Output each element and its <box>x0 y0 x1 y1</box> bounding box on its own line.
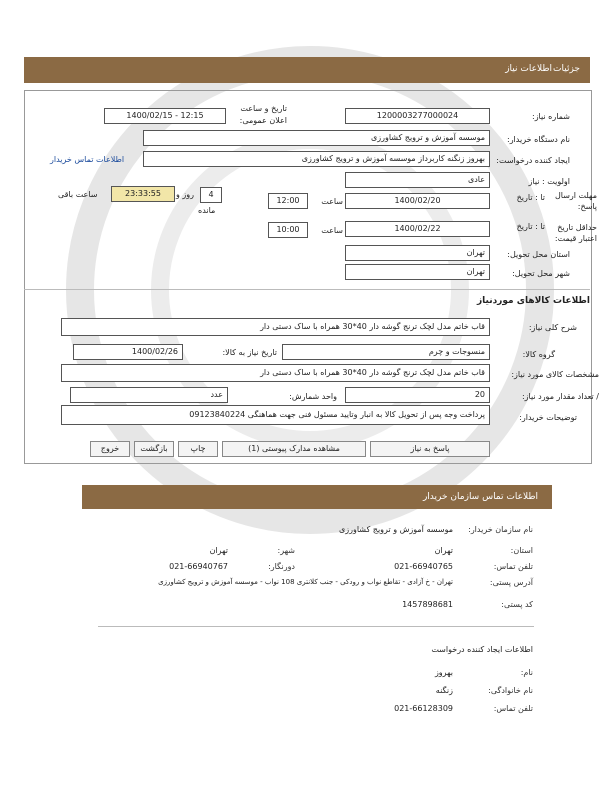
spec-label: مشخصات کالای مورد نیاز: <box>511 370 599 379</box>
spec-field: قاب خاتم مدل لچک ترنج گوشه دار 40*30 همراه با ساک دستی دار <box>61 364 490 382</box>
contact-divider <box>98 626 534 627</box>
contact-phone-label: تلفن تماس: <box>493 562 533 571</box>
group-field: منسوجات و چرم <box>282 344 490 360</box>
deadline-date-field: 1400/02/20 <box>345 193 490 209</box>
back-button[interactable]: بازگشت <box>134 441 174 457</box>
province-label: استان محل تحویل: <box>507 250 570 259</box>
reply-button[interactable]: پاسخ به نیاز <box>370 441 490 457</box>
top-header-bar <box>24 57 590 83</box>
contact-postal-value: 1457898681 <box>402 600 453 609</box>
creator-title: اطلاعات ایجاد کننده درخواست <box>431 645 533 654</box>
creator-family-label: نام خانوادگی: <box>488 686 533 695</box>
contact-phone-value: 021-66940765 <box>394 562 453 571</box>
city-field: تهران <box>345 264 490 280</box>
deadline-hour-label: ساعت <box>321 197 343 206</box>
creator-name-label: نام: <box>520 668 533 677</box>
contact-address-label: آدرس پستی: <box>489 578 533 587</box>
days-label: روز و <box>176 190 194 199</box>
creator-name-value: بهروز <box>434 668 453 677</box>
validity-label: حداقل تاریخ اعتبار قیمت: <box>554 223 597 243</box>
contact-postal-label: کد پستی: <box>501 600 533 609</box>
buyer-notes-label: توضیحات خریدار: <box>519 413 577 422</box>
tab-need-info[interactable]: اطلاعات نیاز <box>505 64 552 74</box>
exit-button[interactable]: خروج <box>90 441 130 457</box>
need-date-label: تاریخ نیاز به کالا: <box>222 348 277 357</box>
group-label: گروه کالا: <box>522 350 555 359</box>
validity-date-field: 1400/02/22 <box>345 221 490 237</box>
contact-province-value: تهران <box>434 546 453 555</box>
goods-divider <box>24 289 590 290</box>
validity-time-field: 10:00 <box>268 222 308 238</box>
creator-family-value: زنگنه <box>435 686 453 695</box>
need-date-field: 1400/02/26 <box>73 344 183 360</box>
buyer-org-field: موسسه آموزش و ترویج کشاورزی <box>143 130 490 146</box>
requester-label: ایجاد کننده درخواست: <box>496 156 570 165</box>
remaining-time-field: 23:33:55 <box>111 186 175 202</box>
priority-label: اولویت : نیاز <box>528 177 570 186</box>
contact-org-label: نام سازمان خریدار: <box>468 525 533 534</box>
buyer-contact-link[interactable]: اطلاعات تماس خریدار <box>50 155 125 164</box>
unit-label: واحد شمارش: <box>289 392 337 401</box>
validity-to-label: تا : تاریخ <box>516 222 545 231</box>
priority-field: عادی <box>345 172 490 188</box>
need-number-label: شماره نیاز: <box>532 112 570 121</box>
creator-phone-label: تلفن تماس: <box>493 704 533 713</box>
contact-org-value: موسسه آموزش و ترویج کشاورزی <box>339 525 453 534</box>
desc-field: قاب خاتم مدل لچک ترنج گوشه دار 40*30 همراه با ساک دستی دار <box>61 318 490 336</box>
goods-title: اطلاعات کالاهای موردنیاز <box>476 296 590 306</box>
buyer-org-label: نام دستگاه خریدار: <box>507 135 570 144</box>
view-docs-button[interactable]: مشاهده مدارک پیوستی (1) <box>222 441 366 457</box>
contact-province-label: استان: <box>510 546 533 555</box>
contact-fax-label: دورنگار: <box>268 562 295 571</box>
deadline-label: مهلت ارسال پاسخ: <box>554 191 597 211</box>
print-button[interactable]: چاپ <box>178 441 218 457</box>
announce-label: تاریخ و ساعت اعلان عمومی: <box>239 104 287 125</box>
qty-field: 20 <box>345 387 490 403</box>
validity-hour-label: ساعت <box>321 226 343 235</box>
contact-title: اطلاعات تماس سازمان خریدار <box>422 492 538 502</box>
remaining-mande: مانده <box>198 206 216 215</box>
contact-city-label: شهر: <box>277 546 295 555</box>
city-label: شهر محل تحویل: <box>512 269 570 278</box>
contact-fax-value: 021-66940767 <box>169 562 228 571</box>
creator-phone-value: 021-66128309 <box>394 704 453 713</box>
need-number-field: 1200003277000024 <box>345 108 490 124</box>
desc-label: شرح کلی نیاز: <box>528 323 577 332</box>
tab-details[interactable]: جزئیات <box>553 64 580 74</box>
contact-city-value: تهران <box>209 546 228 555</box>
province-field: تهران <box>345 245 490 261</box>
contact-address-value: تهران - خ آزادی - تقاطع نواب و رودکی - جنب کلانتری 108 نواب - موسسه آموزش و ترویج کشاورزی <box>158 578 453 586</box>
contact-header <box>82 485 552 509</box>
requester-field: بهروز زنگنه کاربرداز موسسه آموزش و ترویج کشاورزی <box>143 151 490 167</box>
unit-field: عدد <box>70 387 228 403</box>
announce-field: 1400/02/15 - 12:15 <box>104 108 226 124</box>
deadline-time-field: 12:00 <box>268 193 308 209</box>
deadline-to-label: تا : تاریخ <box>516 193 545 202</box>
days-field: 4 <box>200 187 222 203</box>
remaining-label: ساعت باقی <box>58 190 98 199</box>
buyer-notes-field: پرداخت وجه پس از تحویل کالا به انبار وتایید مسئول فنی جهت هماهنگی 09123840224 <box>61 405 490 425</box>
qty-label: / تعداد مقدار مورد نیاز: <box>521 392 599 401</box>
